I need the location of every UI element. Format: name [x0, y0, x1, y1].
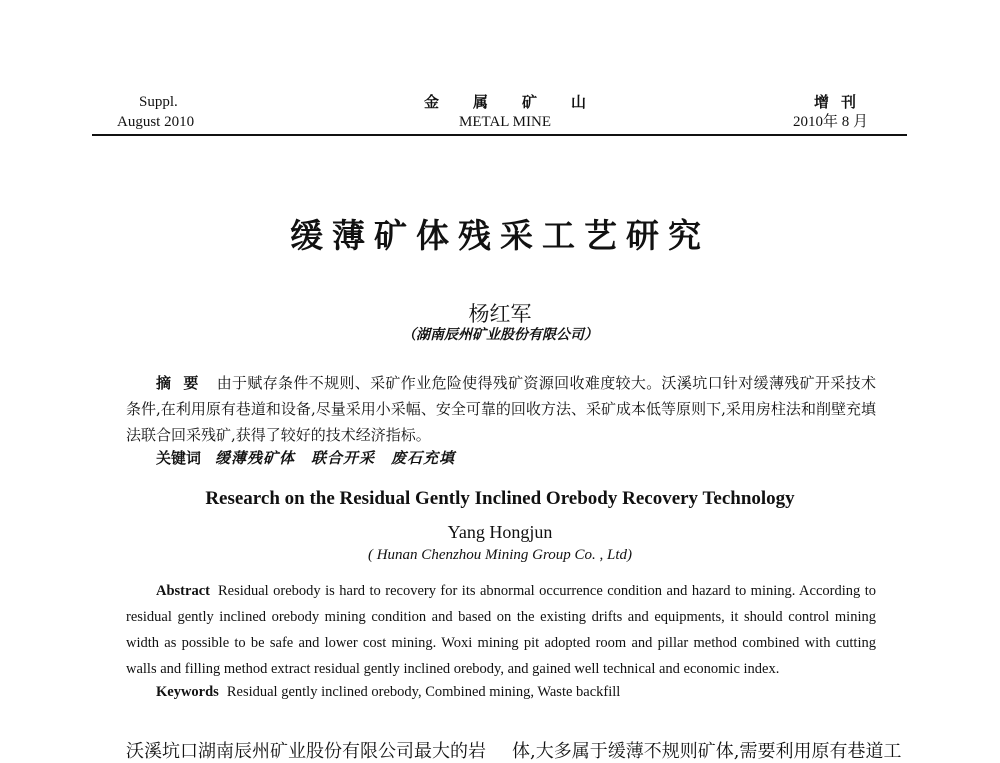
header-rule	[92, 134, 907, 136]
running-header-center	[380, 92, 630, 132]
supplement-label: Suppl.	[139, 94, 178, 110]
affiliation-cn: （湖南辰州矿业股份有限公司）	[402, 327, 598, 343]
keywords-label-cn: 关键词	[156, 449, 202, 467]
abstract-label-cn: 摘要	[156, 374, 211, 392]
paper-title-cn: 缓薄矿体残采工艺研究	[290, 216, 710, 255]
issue-date-en: August 2010	[117, 114, 195, 130]
abstract-cn	[126, 370, 876, 448]
supplement-label-cn: 增刊	[813, 93, 868, 111]
issue-date-cn: 2010年 8 月	[792, 114, 868, 130]
abstract-text-cn: 由于赋存条件不规则、采矿作业危险使得残矿资源回收难度较大。沃溪坑口针对缓薄残矿开采技术条件,在利用原有巷道和设备,尽量采用小采幅、安全可靠的回收方法、采矿成本低等原则下,采用房柱法和削壁充填法联合回采残矿,获得了较好的技术经济指标。	[126, 374, 876, 444]
body-column-left: 沃溪坑口湖南辰州矿业股份有限公司最大的岩	[126, 741, 486, 762]
paper-title-en: Research on the Residual Gently Inclined Orebody Recovery Technology	[205, 488, 795, 509]
keywords-cn	[126, 448, 455, 468]
keywords-label-en: Keywords	[156, 684, 219, 700]
keywords-en	[126, 682, 620, 702]
journal-name-en: METAL MINE	[459, 114, 551, 130]
affiliation-en: ( Hunan Chenzhou Mining Group Co. , Ltd)	[367, 547, 633, 563]
keywords-text-cn: 缓薄残矿体 联合开采 废石充填	[215, 449, 456, 467]
abstract-label-en: Abstract	[156, 583, 210, 599]
running-header-left	[117, 92, 194, 132]
author-en: Yang Hongjun	[447, 522, 553, 542]
journal-name-cn: 金属矿山	[423, 93, 620, 111]
keywords-text-en: Residual gently inclined orebody, Combined mining, Waste backfill	[226, 684, 621, 700]
body-column-right: 体,大多属于缓薄不规则矿体,需要利用原有巷道工	[512, 741, 902, 762]
author-cn: 杨红军	[468, 302, 532, 326]
running-header-right	[793, 92, 868, 132]
abstract-text-en: Residual orebody is hard to recovery for its abnormal occurrence condition and hazard to mining. According to residual gently inclined orebody mining condition and based on the existing drifts and equipments, it should control mining width as possible to be safe and lower cost mining. Woxi mining pit adopted room and pillar method combined with cutting walls and filling method extract residual gently inclined orebody, and gained well technical and economic index.	[126, 583, 876, 677]
abstract-en	[126, 578, 876, 682]
